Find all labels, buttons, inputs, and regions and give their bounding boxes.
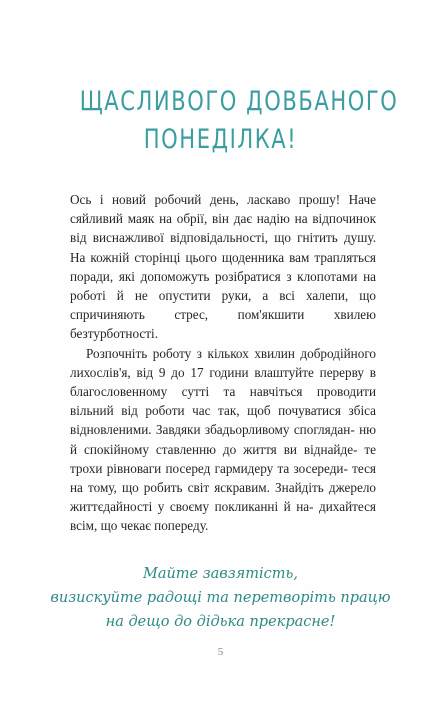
quote-line-1: Майте завзятість, <box>142 566 299 582</box>
page-number: 5 <box>217 646 224 658</box>
page-title-line-2: ПОНЕДІЛКА! <box>143 124 298 155</box>
quote-line-2: визискуйте радощі та перетворіть працю <box>50 590 391 606</box>
paragraph-1: Ось і новий робочий день, ласкаво прошу! Наче сяйливий маяк на обрії, він дає надію на відпочинок від виснажливої відповідальності, що гнітить душу. На кожній сторінці цього щоденника вам трапляться поради, які допоможуть розібратися з клопотами на роботі й не опустити руки, а всі халепи, що спричиняють стрес, пом'якшити хвилею безтурботності. <box>70 192 376 342</box>
page-title-line-1: ЩАСЛИВОГО ДОВБАНОГО <box>79 86 399 117</box>
body-text <box>70 190 376 536</box>
paragraph-2: Розпочніть роботу з кількох хвилин добродійного лихослів'я, від 9 до 17 години влаштуйте перерву в благословенному сутті та навчіться проводити вільний від роботи час так, щоб почуватися збіса відновленими. Завдяки збадьорливому споглядан- ню й спокійному ставленню до життя ви віднайде- те трохи рівноваги посеред гармидеру та зосереди- теся на тому, що робить світ яскравим. Знайдіть джерело життєдайності у своєму покликанні й на- дихайтеся всім, що чекає попереду. <box>70 345 376 534</box>
quote-line-3: на дещо до дідька прекрасне! <box>105 614 336 630</box>
